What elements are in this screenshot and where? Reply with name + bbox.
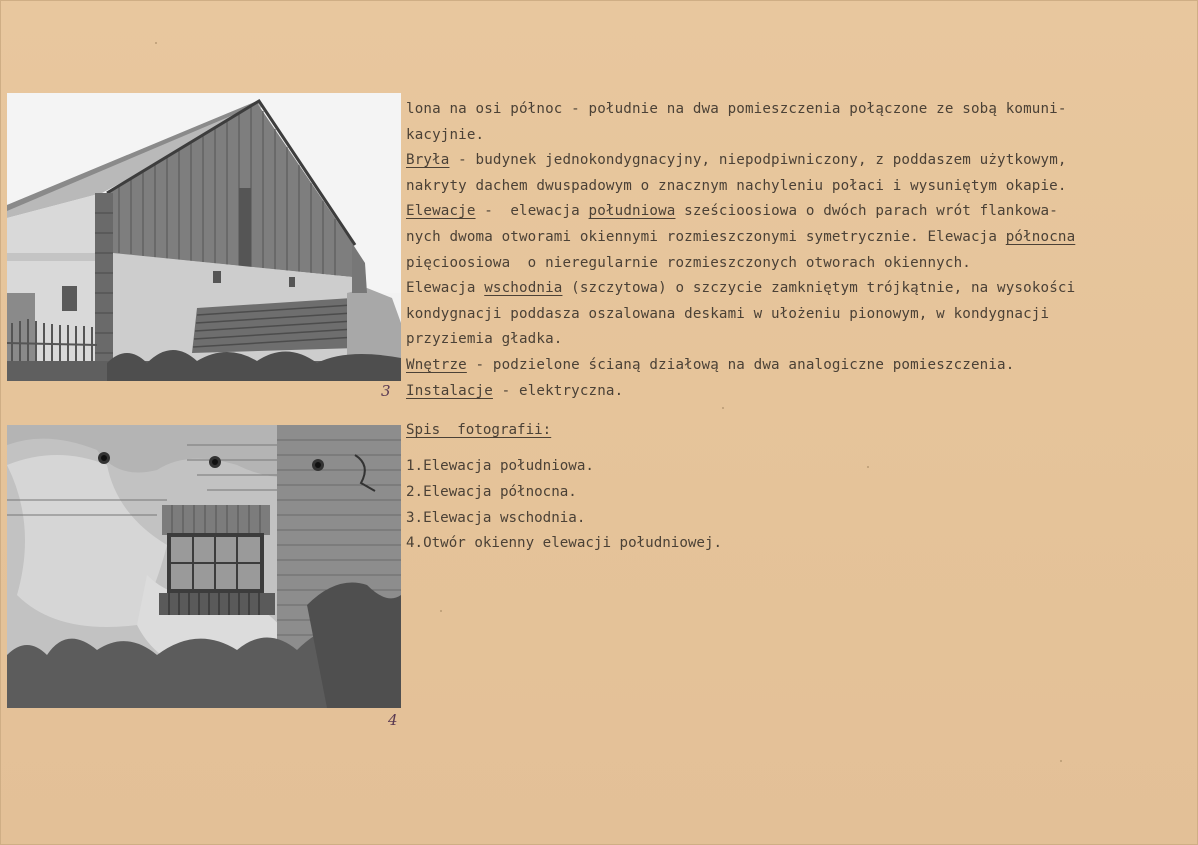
wnetrze-text: - podzielone ścianą działową na dwa analogiczne pomieszczenia. xyxy=(466,356,1015,373)
poludniowa-label: południowa xyxy=(588,203,676,220)
list-item: 1.Elewacja południowa. xyxy=(406,458,594,474)
paper-speck xyxy=(867,466,869,468)
paper-speck xyxy=(440,610,442,612)
text-line: nakryty dachem dwuspadowym o znacznym nachyleniu połaci i wysuniętym okapie. xyxy=(406,177,1067,194)
wschodnia-label: wschodnia xyxy=(484,280,563,297)
description-text xyxy=(406,97,1182,404)
photo-number-4: 4 xyxy=(388,711,398,729)
elewacje-text: nych dwoma otworami okiennymi rozmieszczonymi symetrycznie. Elewacja xyxy=(406,228,1006,245)
text-line: kondygnacji poddasza oszalowana deskami w ułożeniu pionowym, w kondygnacji xyxy=(406,305,1050,322)
text-line: pięcioosiowa o nieregularnie rozmieszczonych otworach okiennych. xyxy=(406,254,971,271)
instalacje-label: Instalacje xyxy=(406,382,493,399)
text-line-instalacje xyxy=(406,379,1182,405)
list-item: 2.Elewacja północna. xyxy=(406,483,577,500)
instalacje-text: - elektryczna. xyxy=(492,382,624,399)
wschodnia-text: Elewacja xyxy=(406,280,485,297)
text-line-bryla xyxy=(406,148,1182,174)
elewacje-label: Elewacje xyxy=(406,203,476,220)
elewacje-text: - elewacja xyxy=(475,203,589,220)
elewacje-text: sześcioosiowa o dwóch parach wrót flankowa- xyxy=(675,203,1058,220)
text-line-elewacje xyxy=(406,199,1182,225)
list-item: 3.Elewacja wschodnia. xyxy=(406,509,586,526)
photo-list-heading: Spis fotografii: xyxy=(406,422,552,438)
list-item: 4.Otwór okienny elewacji południowej. xyxy=(406,535,723,552)
wschodnia-text: (szczytowa) o szczycie zamkniętym trójkątnie, na wysokości xyxy=(562,280,1076,297)
wnetrze-label: Wnętrze xyxy=(406,356,467,373)
text-line-wnetrze xyxy=(406,353,1182,379)
bryla-label: Bryła xyxy=(406,152,450,169)
photo-window-detail xyxy=(7,425,401,708)
bryla-text: - budynek jednokondygnacyjny, niepodpiwniczony, z poddaszem użytkowym, xyxy=(449,152,1067,169)
text-line-wschodnia xyxy=(406,276,1182,302)
photo-number-3: 3 xyxy=(381,382,391,400)
text-line: przyziemia gładka. xyxy=(406,331,563,348)
photo-list xyxy=(406,454,722,557)
paper-speck xyxy=(722,407,724,409)
paper-speck xyxy=(1060,760,1062,762)
text-line xyxy=(406,225,1182,251)
text-line: lona na osi północ - południe na dwa pomieszczenia połączone ze sobą komuni- xyxy=(406,101,1067,117)
polnocna-label: północna xyxy=(1005,228,1076,245)
text-line: kacyjnie. xyxy=(406,126,485,143)
paper-speck xyxy=(155,42,157,44)
photo-barn-gable xyxy=(7,93,401,381)
